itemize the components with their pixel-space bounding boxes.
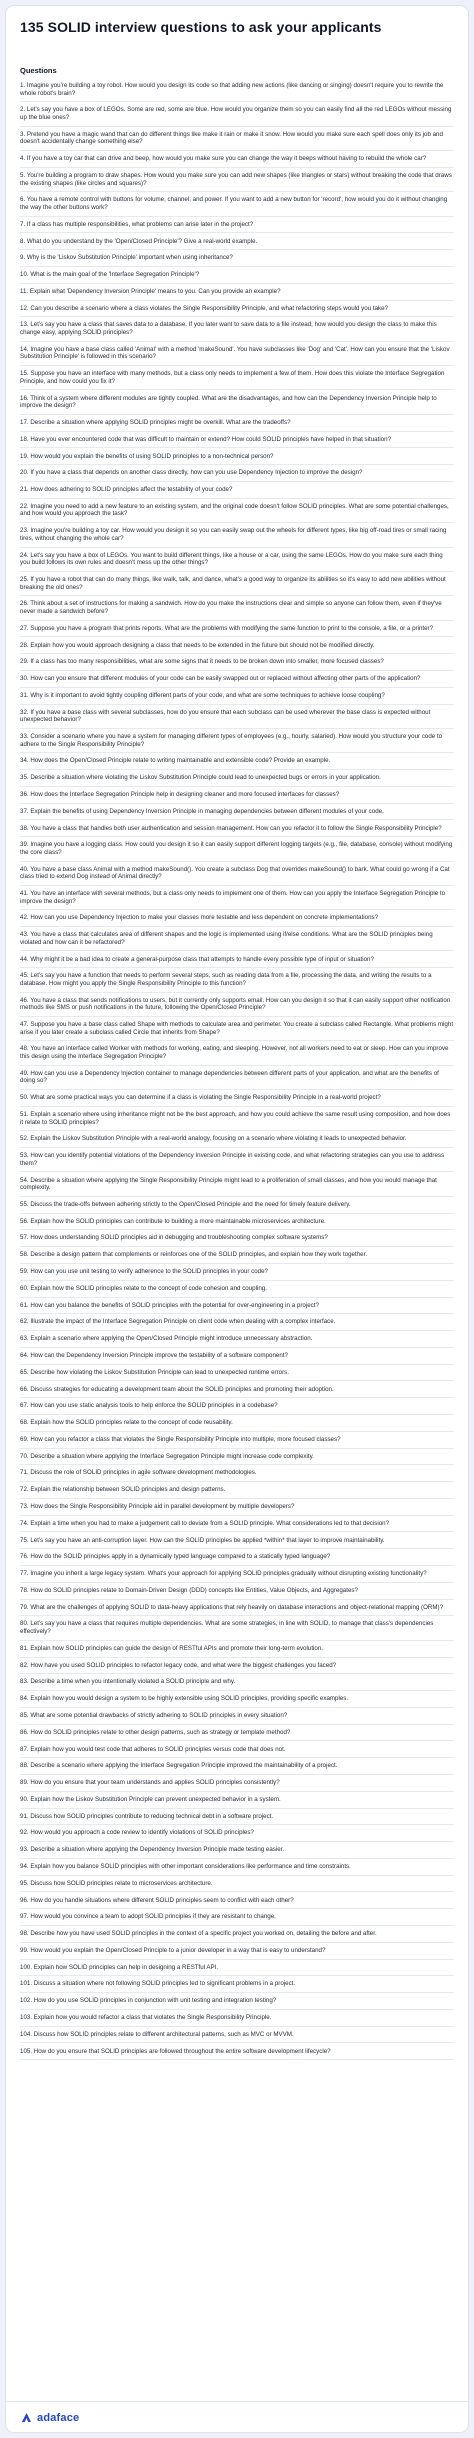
- question-item: 31. Why is it important to avoid tightly coupling different parts of your code, and what are some techniques to achieve loose coupling?: [20, 688, 454, 705]
- question-item: 65. Describe how violating the Liskov Substitution Principle can lead to unexpected runtime errors.: [20, 1365, 454, 1382]
- question-item: 9. Why is the 'Liskov Substitution Principle' important when using inheritance?: [20, 250, 454, 267]
- question-item: 47. Suppose you have a base class called Shape with methods to calculate area and perimeter. You create a subclass called Rectangle. What problems might arise if you later create a subclass called Circle that inherits from Shape?: [20, 1017, 454, 1041]
- question-item: 100. Explain how SOLID principles can help in designing a RESTful API.: [20, 1960, 454, 1977]
- question-item: 69. How can you refactor a class that violates the Single Responsibility Principle into multiple, more focused classes?: [20, 1432, 454, 1449]
- question-item: 20. If you have a class that depends on another class directly, how can you use Dependency Injection to improve the design?: [20, 465, 454, 482]
- question-item: 84. Explain how you would design a system to be highly extensible using SOLID principles, providing specific examples.: [20, 1691, 454, 1708]
- question-item: 57. How does understanding SOLID principles aid in debugging and troubleshooting complex software systems?: [20, 1230, 454, 1247]
- question-item: 54. Describe a situation where applying the Single Responsibility Principle might lead to a proliferation of small classes, and how you would manage that complexity.: [20, 1172, 454, 1196]
- question-item: 19. How would you explain the benefits of using SOLID principles to a non-technical person?: [20, 448, 454, 465]
- question-item: 14. Imagine you have a base class called 'Animal' with a method 'makeSound'. You have subclasses like 'Dog' and 'Cat'. How can you ensure that the 'Liskov Substitution Principle' is followed in this scenario?: [20, 342, 454, 366]
- question-item: 8. What do you understand by the 'Open/Closed Principle'? Give a real-world example.: [20, 233, 454, 250]
- question-item: 29. If a class has too many responsibilities, what are some signs that it needs to be broken down into smaller, more focused classes?: [20, 654, 454, 671]
- question-item: 56. Explain how the SOLID principles can contribute to building a more maintainable microservices architecture.: [20, 1214, 454, 1231]
- question-item: 52. Explain the Liskov Substitution Principle with a real-world analogy, focusing on a scenario where violating it leads to unexpected behavior.: [20, 1131, 454, 1148]
- question-item: 93. Describe a situation where applying the Dependency Inversion Principle made testing easier.: [20, 1842, 454, 1859]
- question-item: 35. Describe a situation where violating the Liskov Substitution Principle could lead to unexpected bugs or errors in your application.: [20, 770, 454, 787]
- question-item: 79. What are the challenges of applying SOLID to data-heavy applications that rely heavily on database interactions and object-relational mapping (ORM)?: [20, 1600, 454, 1617]
- question-item: 21. How does adhering to SOLID principles affect the testability of your code?: [20, 482, 454, 499]
- question-item: 2. Let's say you have a box of LEGOs. Some are red, some are blue. How would you organize them so you can easily find all the red LEGOs without messing up the blue ones?: [20, 102, 454, 126]
- question-item: 44. Why might it be a bad idea to create a general-purpose class that attempts to handle every possible type of input or situation?: [20, 951, 454, 968]
- question-item: 40. You have a base class Animal with a method makeSound(). You create a subclass Dog that overrides makeSound() to bark. What could go wrong if a Cat class tried to extend Dog instead of Animal directly?: [20, 862, 454, 886]
- question-item: 70. Describe a situation where applying the Interface Segregation Principle might increase code complexity.: [20, 1449, 454, 1466]
- question-item: 5. You're building a program to draw shapes. How would you make sure you can add new shapes (like triangles or stars) without breaking the code that draws the existing shapes (like circles and squares)?: [20, 168, 454, 192]
- question-item: 94. Explain how you balance SOLID principles with other important considerations like performance and time constraints.: [20, 1859, 454, 1876]
- question-item: 102. How do you use SOLID principles in conjunction with unit testing and integration testing?: [20, 1993, 454, 2010]
- question-item: 91. Discuss how SOLID principles contribute to reducing technical debt in a software project.: [20, 1809, 454, 1826]
- question-item: 85. What are some potential drawbacks of strictly adhering to SOLID principles in every situation?: [20, 1708, 454, 1725]
- question-item: 41. You have an interface with several methods, but a class only needs to implement one of them. How can you apply the Interface Segregation Principle to improve the design?: [20, 886, 454, 910]
- question-item: 92. How would you approach a code review to identify violations of SOLID principles?: [20, 1825, 454, 1842]
- question-item: 26. Think about a set of instructions for making a sandwich. How do you make the instructions clear and simple so anyone can follow them, even if they've never made a sandwich before?: [20, 596, 454, 620]
- question-item: 87. Explain how you would test code that adheres to SOLID principles versus code that does not.: [20, 1741, 454, 1758]
- question-item: 103. Explain how you would refactor a class that violates the Single Responsibility Principle.: [20, 2010, 454, 2027]
- question-item: 96. How do you handle situations where different SOLID principles seem to conflict with each other?: [20, 1892, 454, 1909]
- question-item: 32. If you have a base class with several subclasses, how do you ensure that each subclass can be used wherever the base class is expected without unexpected behavior?: [20, 705, 454, 729]
- question-item: 99. How would you explain the Open/Closed Principle to a junior developer in a way that is easy to understand?: [20, 1943, 454, 1960]
- question-item: 23. Imagine you're building a toy car. How would you design it so you can easily swap out the wheels for different types, like big off-road tires or small racing tires, without changing the whole car?: [20, 523, 454, 547]
- question-item: 77. Imagine you inherit a large legacy system. What's your approach for applying SOLID principles gradually without disrupting existing functionality?: [20, 1566, 454, 1583]
- question-item: 66. Discuss strategies for educating a development team about the SOLID principles and promoting their adoption.: [20, 1381, 454, 1398]
- question-item: 88. Describe a scenario where applying the Interface Segregation Principle improved the maintainability of a project.: [20, 1758, 454, 1775]
- question-item: 39. Imagine you have a logging class. How could you design it so it can easily support different logging targets (e.g., file, database, console) without modifying the core class?: [20, 837, 454, 861]
- question-item: 6. You have a remote control with buttons for volume, channel, and power. If you want to add a new button for 'record', how would you do it without changing the way the other buttons work?: [20, 192, 454, 216]
- question-item: 15. Suppose you have an interface with many methods, but a class only needs to implement a few of them. How does this violate the Interface Segregation Principle, and how could you fix it?: [20, 366, 454, 390]
- question-item: 11. Explain what 'Dependency Inversion Principle' means to you. Can you provide an example?: [20, 284, 454, 301]
- question-item: 63. Explain a scenario where applying the Open/Closed Principle might introduce unnecessary abstraction.: [20, 1331, 454, 1348]
- brand-name: adaface: [37, 2411, 80, 2424]
- brand-logo[interactable]: [20, 2411, 79, 2424]
- question-item: 45. Let's say you have a function that needs to perform several steps, such as reading data from a file, processing the data, and writing the results to a database. How might you apply the Single Responsibility Principle to this function?: [20, 968, 454, 992]
- question-item: 34. How does the Open/Closed Principle relate to writing maintainable and extensible code? Provide an example.: [20, 753, 454, 770]
- question-item: 105. How do you ensure that SOLID principles are followed throughout the entire software development lifecycle?: [20, 2043, 454, 2060]
- question-item: 86. How do SOLID principles relate to other design patterns, such as strategy or template method?: [20, 1725, 454, 1742]
- question-item: 101. Discuss a situation where not following SOLID principles led to significant problems in a project.: [20, 1976, 454, 1993]
- question-item: 1. Imagine you're building a toy robot. How would you design its code so that adding new actions (like dancing or singing) doesn't require you to rewrite the whole robot's brain?: [20, 78, 454, 102]
- question-item: 98. Describe how you have used SOLID principles in the context of a specific project you worked on, detailing the before and after.: [20, 1926, 454, 1943]
- question-item: 80. Let's say you have a class that requires multiple dependencies. What are some strategies, in line with SOLID, to manage that class's dependencies effectively?: [20, 1616, 454, 1640]
- question-item: 37. Explain the benefits of using Dependency Inversion Principle in managing dependencies between different modules of your code.: [20, 804, 454, 821]
- question-item: 74. Explain a time when you had to make a judgement call to deviate from a SOLID principle. What considerations led to that decision?: [20, 1516, 454, 1533]
- question-item: 51. Explain a scenario where using inheritance might not be the best approach, and how you could achieve the same result using composition, and how does it relate to SOLID principles?: [20, 1107, 454, 1131]
- question-item: 28. Explain how you would approach designing a class that needs to be extended in the future but should not be modified directly.: [20, 637, 454, 654]
- question-item: 43. You have a class that calculates area of different shapes and the logic is implemented using if/else conditions. What are the SOLID principles being violated and how can it be refactored?: [20, 927, 454, 951]
- question-item: 75. Let's say you have an anti-corruption layer. How can the SOLID principles be applied *within* that layer to improve maintainability.: [20, 1532, 454, 1549]
- question-item: 4. If you have a toy car that can drive and beep, how would you make sure you can change the way it beeps without having to rebuild the whole car?: [20, 151, 454, 168]
- question-item: 59. How can you use unit testing to verify adherence to the SOLID principles in your code?: [20, 1264, 454, 1281]
- question-item: 83. Describe a time when you intentionally violated a SOLID principle and why.: [20, 1674, 454, 1691]
- question-item: 33. Consider a scenario where you have a system for managing different types of employees (e.g., hourly, salaried). How would you structure your code to adhere to the Single Responsibility Principle?: [20, 729, 454, 753]
- question-item: 90. Explain how the Liskov Substitution Principle can prevent unexpected behavior in a system.: [20, 1792, 454, 1809]
- question-item: 12. Can you describe a scenario where a class violates the Single Responsibility Principle, and what refactoring steps would you take?: [20, 301, 454, 318]
- question-item: 13. Let's say you have a class that saves data to a database. If you later want to save data to a file instead, how would you design the class to make this change easy, applying SOLID principles?: [20, 317, 454, 341]
- question-item: 61. How can you balance the benefits of SOLID principles with the potential for over-engineering in a project?: [20, 1298, 454, 1315]
- question-item: 71. Discuss the role of SOLID principles in agile software development methodologies.: [20, 1465, 454, 1482]
- question-item: 97. How would you convince a team to adopt SOLID principles if they are resistant to change.: [20, 1909, 454, 1926]
- question-item: 38. You have a class that handles both user authentication and session management. How can you refactor it to follow the Single Responsibility Principle?: [20, 820, 454, 837]
- question-item: 104. Discuss how SOLID principles relate to different architectural patterns, such as MVC or MVVM.: [20, 2027, 454, 2044]
- question-item: 73. How does the Single Responsibility Principle aid in parallel development by multiple developers?: [20, 1499, 454, 1516]
- question-item: 36. How does the Interface Segregation Principle help in designing cleaner and more focused interfaces for classes?: [20, 787, 454, 804]
- questions-card: [6, 6, 468, 2432]
- section-heading: Questions: [20, 66, 57, 75]
- question-item: 7. If a class has multiple responsibilities, what problems can arise later in the project?: [20, 217, 454, 234]
- question-item: 42. How can you use Dependency Injection to make your classes more testable and less dependent on concrete implementations?: [20, 910, 454, 927]
- question-item: 22. Imagine you need to add a new feature to an existing system, and the original code doesn't follow SOLID principles. What are some potential challenges, and how would you approach the task?: [20, 499, 454, 523]
- question-item: 95. Discuss how SOLID principles relate to microservices architecture.: [20, 1876, 454, 1893]
- question-item: 62. Illustrate the impact of the Interface Segregation Principle on client code when dealing with a complex interface.: [20, 1314, 454, 1331]
- question-item: 82. How have you used SOLID principles to refactor legacy code, and what were the biggest challenges you faced?: [20, 1658, 454, 1675]
- question-item: 89. How do you ensure that your team understands and applies SOLID principles consistently?: [20, 1775, 454, 1792]
- question-item: 27. Suppose you have a program that prints reports. What are the problems with modifying the same function to print to the console, a file, or a printer?: [20, 621, 454, 638]
- adaface-logo-icon: [20, 2411, 33, 2424]
- question-item: 78. How do SOLID principles relate to Domain-Driven Design (DDD) concepts like Entities, Value Objects, and Aggregates?: [20, 1583, 454, 1600]
- question-item: 25. If you have a robot that can do many things, like walk, talk, and dance, what's a good way to organize its abilities so it's easy to add new abilities without breaking the old ones?: [20, 572, 454, 596]
- question-item: 67. How can you use static analysis tools to help enforce the SOLID principles in a codebase?: [20, 1398, 454, 1415]
- question-item: 68. Explain how the SOLID principles relate to the concept of code reusability.: [20, 1415, 454, 1432]
- question-item: 16. Think of a system where different modules are tightly coupled. What are the disadvantages, and how can the Dependency Inversion Principle help to improve the design?: [20, 390, 454, 414]
- footer: [6, 2401, 468, 2432]
- question-item: 72. Explain the relationship between SOLID principles and design patterns.: [20, 1482, 454, 1499]
- question-item: 10. What is the main goal of the 'Interface Segregation Principle'?: [20, 267, 454, 284]
- question-item: 30. How can you ensure that different modules of your code can be easily swapped out or replaced without affecting other parts of the application?: [20, 671, 454, 688]
- question-item: 76. How do the SOLID principles apply in a dynamically typed language compared to a statically typed language?: [20, 1549, 454, 1566]
- question-item: 17. Describe a situation where applying SOLID principles might be overkill. What are the tradeoffs?: [20, 415, 454, 432]
- question-item: 48. You have an interface called Worker with methods for working, eating, and sleeping. However, not all workers need to eat or sleep. How can you improve this design using the Interface Segregation Principle?: [20, 1041, 454, 1065]
- question-item: 53. How can you identify potential violations of the Dependency Inversion Principle in existing code, and what refactoring strategies can you use to address them?: [20, 1148, 454, 1172]
- question-item: 64. How can the Dependency Inversion Principle improve the testability of a software component?: [20, 1348, 454, 1365]
- question-item: 46. You have a class that sends notifications to users, but it currently only supports email. How can you design it so that it can easily support other notification methods like SMS or push notifications in the future, following the Open/Closed Principle?: [20, 993, 454, 1017]
- question-list: [20, 78, 454, 2060]
- question-item: 58. Describe a design pattern that complements or reinforces one of the SOLID principles, and explain how they work together.: [20, 1247, 454, 1264]
- question-item: 3. Pretend you have a magic wand that can do different things like make it rain or make it snow. How would you make sure each spell does only its job and doesn't accidentally change something else?: [20, 127, 454, 151]
- question-item: 81. Explain how SOLID principles can guide the design of RESTful APIs and promote their long-term evolution.: [20, 1641, 454, 1658]
- question-item: 60. Explain how the SOLID principles relate to the concept of code cohesion and coupling.: [20, 1281, 454, 1298]
- question-item: 50. What are some practical ways you can determine if a class is violating the Single Responsibility Principle in a real-world project?: [20, 1090, 454, 1107]
- question-item: 18. Have you ever encountered code that was difficult to maintain or extend? How could SOLID principles have helped in that situation?: [20, 432, 454, 449]
- question-item: 55. Discuss the trade-offs between adhering strictly to the Open/Closed Principle and the need for timely feature delivery.: [20, 1197, 454, 1214]
- question-item: 24. Let's say you have a box of LEGOs. You want to build different things, like a house or a car, using the same LEGOs. How do you make sure each thing you build follows its own rules and doesn't mess up the other things?: [20, 548, 454, 572]
- question-item: 49. How can you use a Dependency Injection container to manage dependencies between different parts of your application, and what are the benefits of doing so?: [20, 1066, 454, 1090]
- page-title: 135 SOLID interview questions to ask your applicants: [20, 19, 382, 35]
